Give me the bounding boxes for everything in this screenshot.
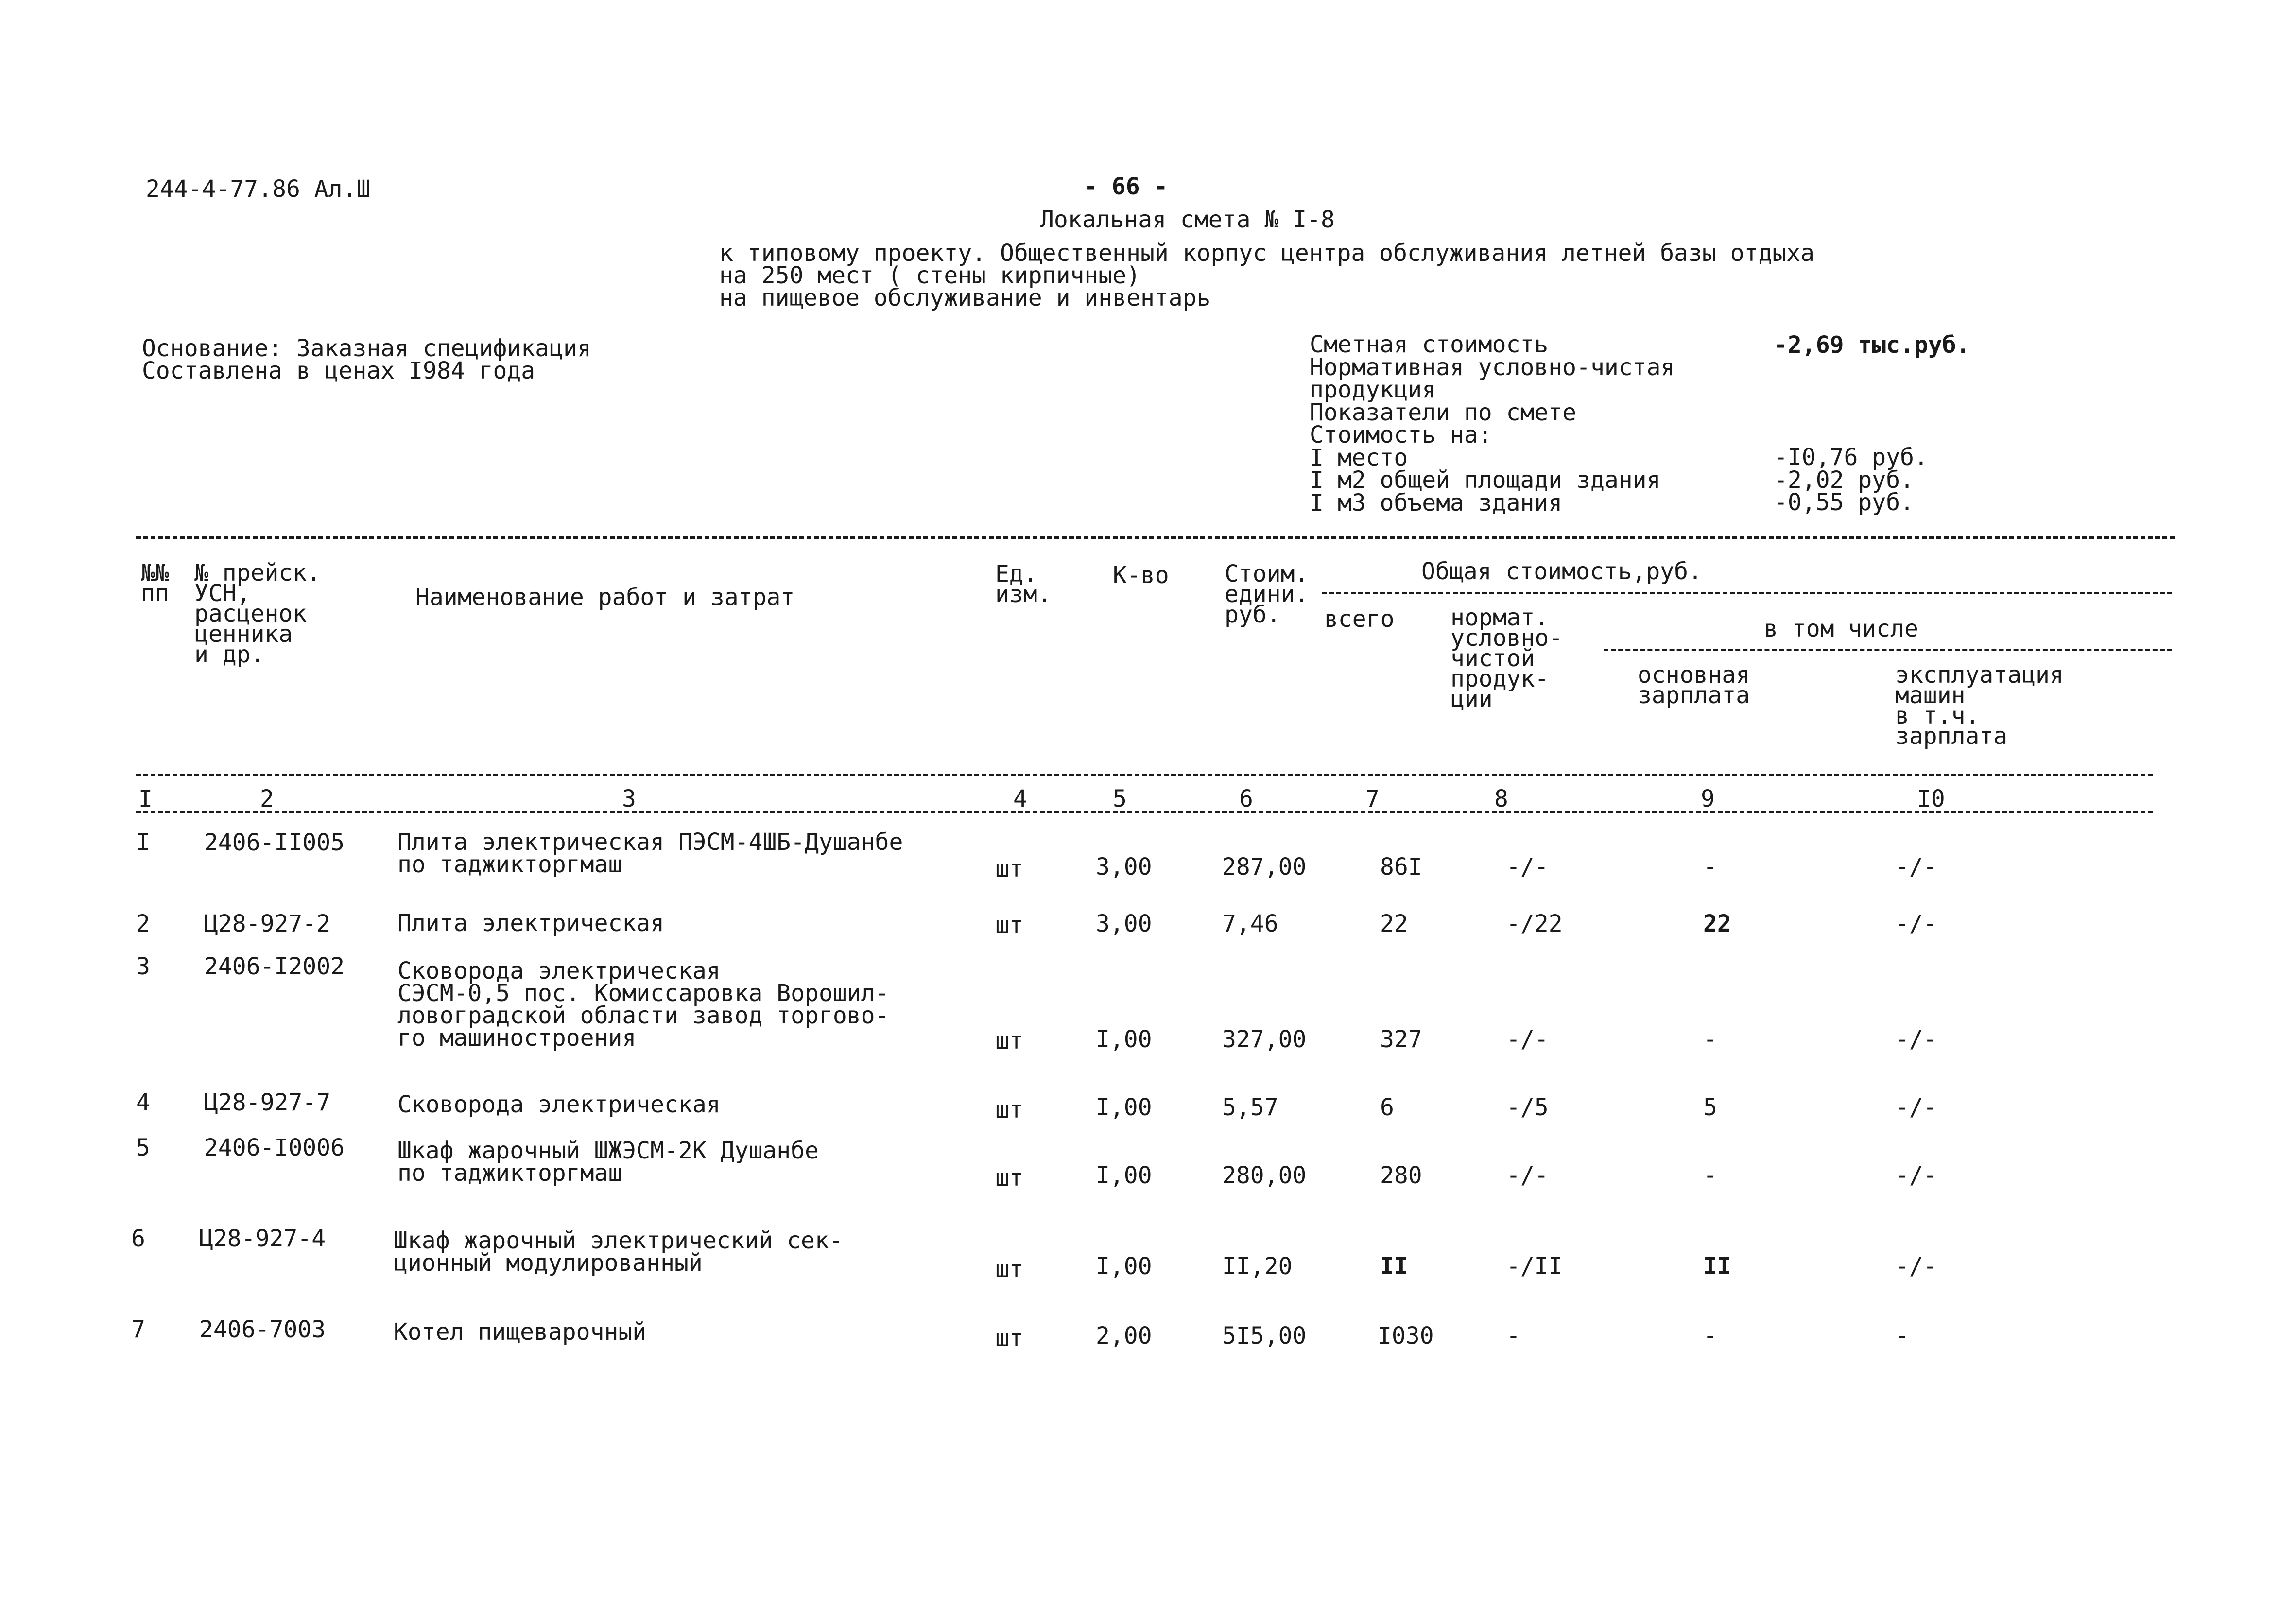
col-number-1: I — [138, 785, 153, 812]
row-name-line: Шкаф жарочный ШЖЭСМ-2К Душанбе — [397, 1137, 819, 1164]
row-3-machines: -/- — [1895, 1026, 1937, 1053]
row-3-unit: шт — [995, 1027, 1023, 1054]
row-5-qty: I,00 — [1096, 1162, 1152, 1189]
summary-value: -0,55 руб. — [1774, 489, 1914, 516]
row-3-salary: - — [1703, 1026, 1717, 1053]
header-text: нормат. — [1450, 604, 1549, 631]
row-4-name — [397, 1093, 721, 1116]
row-3-norm: -/- — [1506, 1026, 1549, 1053]
row-1-qty: 3,00 — [1096, 853, 1152, 881]
row-name-line: по таджикторгмаш — [397, 1159, 622, 1187]
header-text: УСН, — [194, 580, 251, 607]
row-6-salary: II — [1703, 1253, 1731, 1280]
header-col-total: всего — [1324, 605, 1395, 633]
row-1-name — [397, 831, 903, 876]
summary-estimated-cost: -2,69 тыс.руб. — [1774, 331, 1970, 359]
summary-value: -I0,76 руб. — [1774, 444, 1928, 471]
row-4-norm: -/5 — [1506, 1094, 1549, 1121]
header-bottom-rule — [136, 774, 2153, 776]
row-6-machines: -/- — [1895, 1253, 1937, 1280]
col-number-2: 2 — [260, 785, 274, 812]
summary-labels — [1310, 331, 1675, 517]
incl-rule — [1604, 649, 2172, 651]
col-number-6: 6 — [1239, 785, 1253, 812]
summary-label: Сметная стоимость — [1310, 331, 1549, 358]
row-name-line: Сковорода электрическая — [397, 1091, 721, 1118]
row-2-machines: -/- — [1895, 910, 1937, 937]
row-4-total: 6 — [1380, 1094, 1394, 1121]
row-6-name — [394, 1227, 843, 1277]
row-name-line: ционный модулированный — [394, 1249, 703, 1277]
row-4-unit: шт — [995, 1096, 1023, 1123]
row-name-line: СЭСМ-0,5 пос. Комиссаровка Ворошил- — [397, 980, 889, 1007]
row-7-name — [394, 1318, 647, 1346]
header-col-code — [194, 559, 321, 668]
summary-label: I место — [1310, 444, 1408, 471]
row-7-unit: шт — [995, 1325, 1023, 1352]
header-text: машин — [1895, 682, 1966, 709]
header-col-num — [141, 559, 169, 607]
col-number-9: 9 — [1701, 785, 1715, 812]
row-4-qty: I,00 — [1096, 1094, 1152, 1121]
row-5-unit: шт — [995, 1164, 1023, 1192]
header-text: продук- — [1450, 665, 1549, 692]
subtitle-line: на пищевое обслуживание и инвентарь — [719, 284, 1211, 311]
header-text: № прейск. — [194, 559, 321, 587]
row-4-code: Ц28-927-7 — [204, 1089, 331, 1116]
row-4-machines: -/- — [1895, 1094, 1937, 1121]
header-text: Стоим. — [1225, 560, 1309, 588]
summary-label: I м3 объема здания — [1310, 489, 1563, 517]
summary-value: -2,02 руб. — [1774, 466, 1914, 494]
total-cost-rule — [1322, 592, 2172, 594]
row-1-num: I — [136, 829, 150, 856]
header-text: едини. — [1225, 581, 1309, 608]
header-text: руб. — [1225, 601, 1281, 628]
col-number-4: 4 — [1013, 785, 1027, 812]
row-6-qty: I,00 — [1096, 1253, 1152, 1280]
row-5-price: 280,00 — [1222, 1162, 1307, 1189]
row-5-norm: -/- — [1506, 1162, 1549, 1189]
row-4-salary: 5 — [1703, 1094, 1717, 1121]
col-number-5: 5 — [1113, 785, 1127, 812]
basis-text: Основание: Заказная спецификация — [142, 335, 591, 362]
row-5-machines: -/- — [1895, 1162, 1937, 1189]
summary-label: Стоимость на: — [1310, 421, 1492, 449]
col-number-3: 3 — [622, 785, 636, 812]
row-5-total: 280 — [1380, 1162, 1422, 1189]
row-2-code: Ц28-927-2 — [204, 910, 331, 937]
row-1-code: 2406-II005 — [204, 829, 345, 856]
row-7-num: 7 — [131, 1316, 145, 1343]
row-6-price: II,20 — [1222, 1253, 1293, 1280]
row-name-line: Плита электрическая ПЭСМ-4ШБ-Душанбе — [397, 829, 903, 856]
row-5-num: 5 — [136, 1134, 150, 1161]
header-text: пп — [141, 580, 169, 607]
row-1-unit: шт — [995, 855, 1023, 882]
row-name-line: Котел пищеварочный — [394, 1318, 647, 1346]
page-number: - 66 - — [1084, 173, 1168, 200]
row-name-line: Шкаф жарочный электрический сек- — [394, 1227, 843, 1254]
row-7-machines: - — [1895, 1322, 1909, 1349]
row-6-unit: шт — [995, 1256, 1023, 1283]
row-2-price: 7,46 — [1222, 910, 1278, 937]
header-incl: в том числе — [1764, 615, 1918, 642]
row-7-code: 2406-7003 — [199, 1316, 326, 1343]
row-4-price: 5,57 — [1222, 1094, 1278, 1121]
col-number-8: 8 — [1494, 785, 1508, 812]
row-2-num: 2 — [136, 910, 150, 937]
header-text: ции — [1450, 686, 1493, 713]
row-1-norm: -/- — [1506, 853, 1549, 881]
header-text: и др. — [194, 641, 265, 668]
header-col-qty: К-во — [1113, 562, 1169, 589]
summary-values — [1774, 446, 1928, 514]
prices-text: Составлена в ценах I984 года — [142, 357, 535, 384]
summary-label: Нормативная условно-чистая — [1310, 353, 1675, 381]
header-text: расценок — [194, 600, 307, 627]
row-7-price: 5I5,00 — [1222, 1322, 1307, 1349]
row-5-salary: - — [1703, 1162, 1717, 1189]
row-3-qty: I,00 — [1096, 1026, 1152, 1053]
row-3-price: 327,00 — [1222, 1026, 1307, 1053]
row-5-code: 2406-I0006 — [204, 1134, 345, 1161]
row-name-line: Плита электрическая — [397, 910, 665, 937]
col-number-rule — [136, 811, 2153, 813]
col-number-7: 7 — [1365, 785, 1380, 812]
header-col-unit — [995, 560, 1052, 608]
header-text: условно- — [1450, 624, 1563, 652]
row-6-code: Ц28-927-4 — [199, 1225, 326, 1252]
header-col-price — [1225, 560, 1309, 628]
row-name-line: Сковорода электрическая — [397, 957, 721, 985]
table-top-rule — [136, 536, 2175, 539]
header-text: зарплата — [1638, 682, 1750, 709]
row-7-salary: - — [1703, 1322, 1717, 1349]
document-subtitle — [719, 242, 1814, 309]
header-col-norm — [1450, 604, 1563, 713]
row-name-line: ловоградской области завод торгово- — [397, 1002, 889, 1029]
header-text: ценника — [194, 621, 293, 648]
row-7-norm: - — [1506, 1322, 1520, 1349]
row-4-num: 4 — [136, 1089, 150, 1116]
row-3-code: 2406-I2002 — [204, 953, 345, 980]
row-6-num: 6 — [131, 1225, 145, 1252]
summary-label: Показатели по смете — [1310, 398, 1577, 426]
subtitle-line: к типовому проекту. Общественный корпус центра обслуживания летней базы отдыха — [719, 240, 1815, 267]
row-7-qty: 2,00 — [1096, 1322, 1152, 1349]
row-6-norm: -/II — [1506, 1253, 1563, 1280]
header-text: №№ — [141, 559, 169, 587]
header-text: изм. — [995, 581, 1052, 608]
document-code: 244-4-77.86 Ал.Ш — [146, 175, 371, 203]
row-3-num: 3 — [136, 953, 150, 980]
row-2-qty: 3,00 — [1096, 910, 1152, 937]
row-3-total: 327 — [1380, 1026, 1422, 1053]
header-total-cost: Общая стоимость,руб. — [1421, 558, 1702, 585]
row-2-name — [397, 910, 665, 937]
row-2-norm: -/22 — [1506, 910, 1563, 937]
row-2-unit: шт — [995, 912, 1023, 939]
header-text: основная — [1638, 661, 1750, 689]
row-2-total: 22 — [1380, 910, 1408, 937]
header-text: зарплата — [1895, 723, 2008, 750]
summary-label: I м2 общей площади здания — [1310, 467, 1661, 494]
subtitle-line: на 250 мест ( стены кирпичные) — [719, 262, 1140, 289]
row-name-line: го машиностроения — [397, 1024, 637, 1052]
header-text: Ед. — [995, 560, 1037, 588]
row-3-name — [397, 957, 889, 1052]
header-text: в т.ч. — [1895, 702, 1980, 729]
header-col-name: Наименование работ и затрат — [415, 584, 795, 611]
row-6-total: II — [1380, 1253, 1408, 1280]
row-1-price: 287,00 — [1222, 853, 1307, 881]
row-2-salary: 22 — [1703, 910, 1731, 937]
header-text: чистой — [1450, 645, 1535, 672]
row-1-machines: -/- — [1895, 853, 1937, 881]
header-text: эксплуатация — [1895, 661, 2064, 689]
row-name-line: по таджикторгмаш — [397, 851, 622, 878]
row-1-total: 86I — [1380, 853, 1422, 881]
header-col-machines — [1895, 661, 2064, 750]
summary-label: продукция — [1310, 376, 1436, 403]
row-7-total: I030 — [1378, 1322, 1434, 1349]
basis-block — [142, 337, 591, 382]
row-1-salary: - — [1703, 853, 1717, 881]
col-number-10: I0 — [1917, 785, 1945, 812]
row-5-name — [397, 1137, 819, 1187]
document-title: Локальная смета № I-8 — [1040, 206, 1335, 233]
header-col-salary — [1638, 661, 1750, 709]
